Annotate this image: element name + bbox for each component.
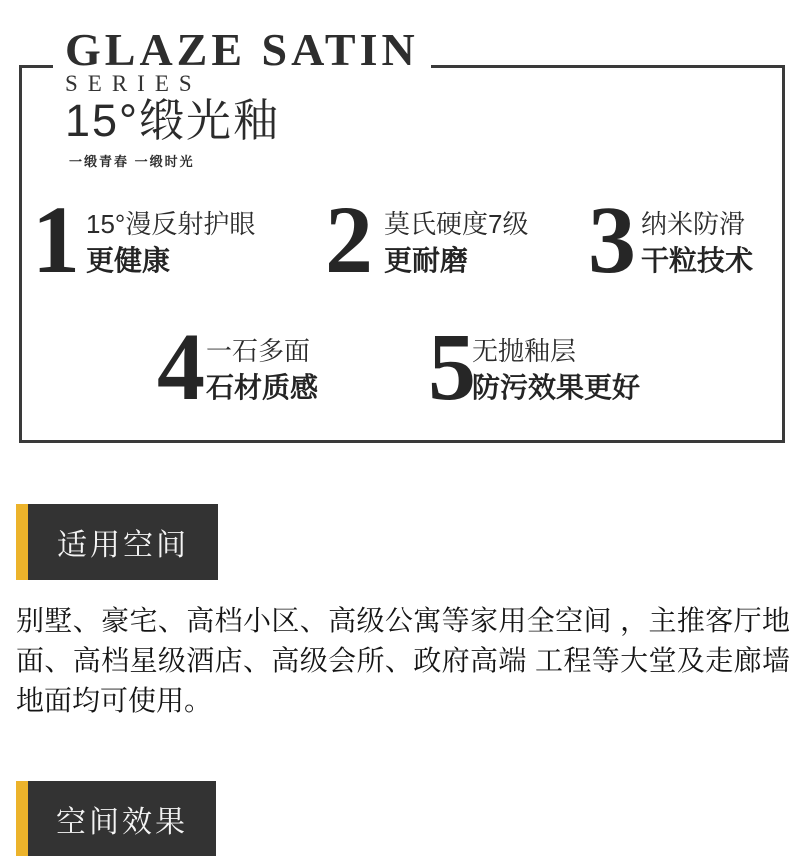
feature-line2: 防污效果更好	[472, 372, 641, 403]
feature-line1: 无抛釉层	[472, 336, 577, 366]
feature-line2: 更耐磨	[384, 245, 469, 276]
feature-line2: 更健康	[86, 245, 171, 276]
feature-line1: 一石多面	[206, 336, 311, 366]
effect-section-badge	[16, 781, 216, 856]
feature-line1: 15°漫反射护眼	[86, 209, 256, 239]
feature-number: 1	[32, 186, 80, 293]
usage-section-badge	[16, 504, 218, 580]
feature-text-4	[206, 336, 318, 404]
badge-accent-bar	[16, 504, 28, 580]
feature-number: 4	[157, 313, 205, 420]
banner-product-name: 15°缎光釉	[65, 95, 281, 146]
feature-line1: 纳米防滑	[641, 209, 746, 239]
feature-item-5	[428, 313, 476, 420]
feature-item-2	[325, 186, 373, 293]
feature-number: 2	[325, 186, 373, 293]
feature-item-3	[588, 186, 636, 293]
feature-item-1	[32, 186, 80, 293]
usage-section-label: 适用空间	[57, 529, 189, 562]
badge-body	[28, 781, 216, 856]
feature-number: 5	[428, 313, 476, 420]
banner-series: SERIES	[65, 71, 202, 96]
usage-paragraph: 别墅、豪宅、高档小区、高级公寓等家用全空间 ，主推客厅地面、高档星级酒店、高级会所、政府高端 工程等大堂及走廊墙地面均可使用。	[16, 605, 790, 716]
feature-number: 3	[588, 186, 636, 293]
effect-section-label: 空间效果	[56, 805, 188, 839]
feature-text-5	[472, 336, 640, 404]
feature-line2: 石材质感	[206, 372, 319, 403]
feature-text-2	[384, 209, 528, 277]
badge-accent-bar	[16, 781, 28, 856]
feature-text-3	[641, 209, 753, 277]
feature-text-1	[86, 209, 255, 277]
feature-line1: 莫氏硬度7级	[384, 209, 529, 239]
banner-tagline: 一缎青春 一缎时光	[69, 154, 195, 169]
feature-item-4	[157, 313, 205, 420]
badge-body	[28, 504, 218, 580]
feature-line2: 干粒技术	[641, 245, 754, 276]
banner-title: GLAZE SATIN	[53, 27, 431, 73]
